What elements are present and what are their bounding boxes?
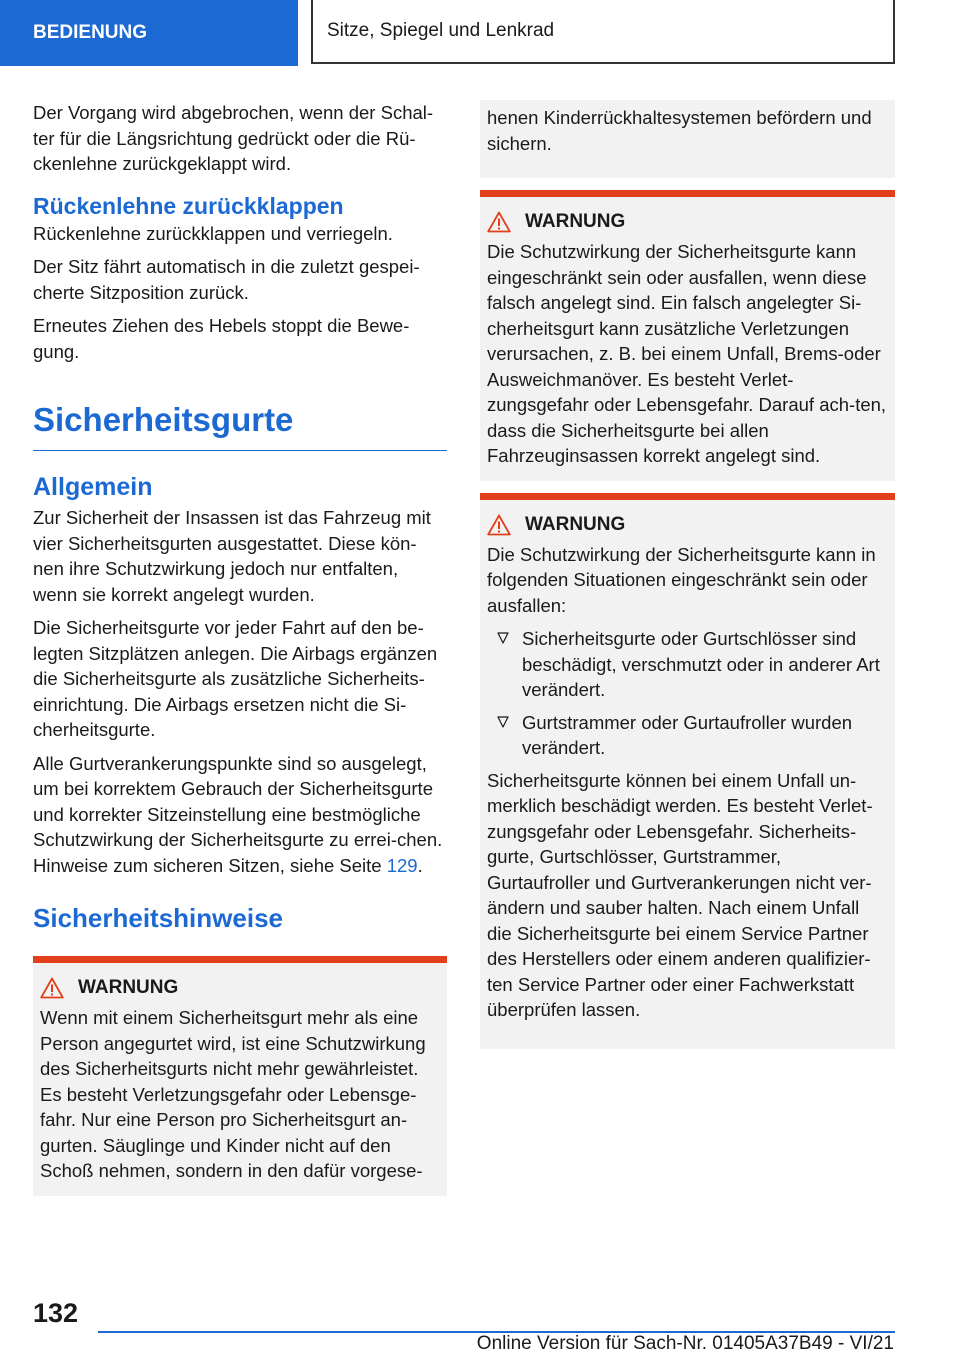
chapter-header [311,0,895,64]
triangle-bullet-icon [497,632,509,644]
warning-header [40,977,439,999]
right-column [480,100,895,1049]
warning-box-damaged-belts [480,493,895,1049]
warning-header [487,211,887,233]
footer-online-version: Online Version für Sach-Nr. 01405A37B49 - VI/21 [476,1333,894,1354]
paragraph-belt-airbags: Die Sicherheitsgurte vor jeder Fahrt auf den be‐legten Sitzplätzen anlegen. Die Airbags ergänzen die Sicherheitsgurte als zusätzliche Sicherheits‐einrichtung. Die Airbags ersetzen nicht die Si‐cherheitsgurte. [33,617,438,740]
heading-backrest: Rückenlehne zurückklappen [33,192,344,219]
paragraph-four-belts: Zur Sicherheit der Insassen ist das Fahrzeug mit vier Sicherheitsgurten ausgestattet. Diese kön‐nen ihre Schutzwirkung jedoch nur entfalten, wenn sie korrekt angelegt wurden. [33,507,431,605]
warning-text: Sicherheitsgurte können bei einem Unfall un‐merklich beschädigt werden. Es besteht Verlet‐zungsgefahr oder Lebensgefahr. Sicherheits‐gurte, Gurtschlösser, Gurtstrammer, Gurtaufroller und Gurtverankerungen nicht ver‐ändern und sauber halten. Nach einem Unfall die Sicherheitsgurte bei einem Service Partner des Herstellers oder einem anderen qualifizier‐ten Service Partner oder einer Fachwerkstatt überprüfen lassen. [487,769,873,1020]
anchor-points-end: . [417,854,423,876]
warning-header [487,514,887,536]
section-tab [0,0,298,66]
paragraph-seat-return: Der Sitz fährt automatisch in die zuletzt gespei‐cherte Sitzposition zurück. [33,256,420,303]
warning-label: WARNUNG [525,211,626,232]
section-tab-label: BEDIENUNG [33,22,148,43]
page-number: 132 [33,1298,79,1328]
list-item-text: Gurtstrammer oder Gurtaufroller wurden verändert. [522,711,853,758]
warning-box-incorrect-fastening [480,190,895,481]
warning-continuation-text: henen Kinderrückhaltesystemen befördern und sichern. [487,107,872,154]
warning-triangle-icon [40,977,64,999]
paragraph-lever-stop: Erneutes Ziehen des Hebels stoppt die Bewe‐gung. [33,315,410,362]
warning-label: WARNUNG [525,513,626,535]
list-item [487,710,887,761]
left-column [33,100,447,1196]
list-item-text: Sicherheitsgurte oder Gurtschlösser sind beschädigt, verschmutzt oder in anderer Art verändert. [522,628,880,700]
warning-text: Wenn mit einem Sicherheitsgurt mehr als eine Person angegurtet wird, ist eine Schutzwirkung des Sicherheitsgurts nicht mehr gewährleistet. Es besteht Verletzungsgefahr oder Lebensge‐fahr. Nur eine Person pro Sicherheitsgurt an‐gurten. Säuglinge und Kinder nicht auf den Schoß nehmen, sondern in den dafür vorgese‐ [40,1007,426,1181]
triangle-bullet-icon [497,716,509,728]
heading-general: Allgemein [33,473,153,501]
heading-safety-notes: Sicherheitshinweise [33,903,283,933]
list-item [487,626,887,703]
anchor-points-text: Alle Gurtverankerungspunkte sind so ausgelegt, um bei korrektem Gebrauch der Sicherheitsgurte und korrekter Sitzeinstellung eine bestmögliche Schutzwirkung der Sicherheitsgurte zu errei‐chen. Hinweise zum sicheren Sitzen, siehe Seite [33,752,443,876]
paragraph-abort: Der Vorgang wird abgebrochen, wenn der Schal‐ter für die Längsrichtung gedrückt oder die Rü‐ckenlehne zurückgeklappt wird. [33,102,434,174]
warning-box-multiple-persons [33,956,447,1196]
paragraph-anchor-points [33,751,447,879]
warning-intro: Die Schutzwirkung der Sicherheitsgurte kann in folgenden Situationen eingeschränkt sein oder ausfallen: [487,543,876,616]
warning-list [487,626,887,761]
page-link-129[interactable]: 129 [386,854,418,876]
section-title-seatbelts: Sicherheitsgurte [33,398,447,451]
warning-label: WARNUNG [78,977,179,998]
warning-box-continuation [480,100,895,178]
warning-triangle-icon [487,211,511,233]
warning-triangle-icon [487,514,511,536]
chapter-title: Sitze, Spiegel und Lenkrad [327,20,555,41]
paragraph-backrest-lock: Rückenlehne zurückklappen und verriegeln. [33,222,393,244]
warning-text: Die Schutzwirkung der Sicherheitsgurte kann eingeschränkt sein oder ausfallen, wenn diese falsch angelegt sind. Ein falsch angelegter Si‐cherheitsgurt kann zusätzliche Verletzungen verursachen, z. B. bei einem Unfall, Brems‐oder Ausweichmanöver. Es besteht Verlet‐zungsgefahr oder Lebensgefahr. Darauf ach‐ten, dass die Sicherheitsgurte bei allen Fahrzeuginsassen korrekt angelegt sind. [487,241,887,466]
